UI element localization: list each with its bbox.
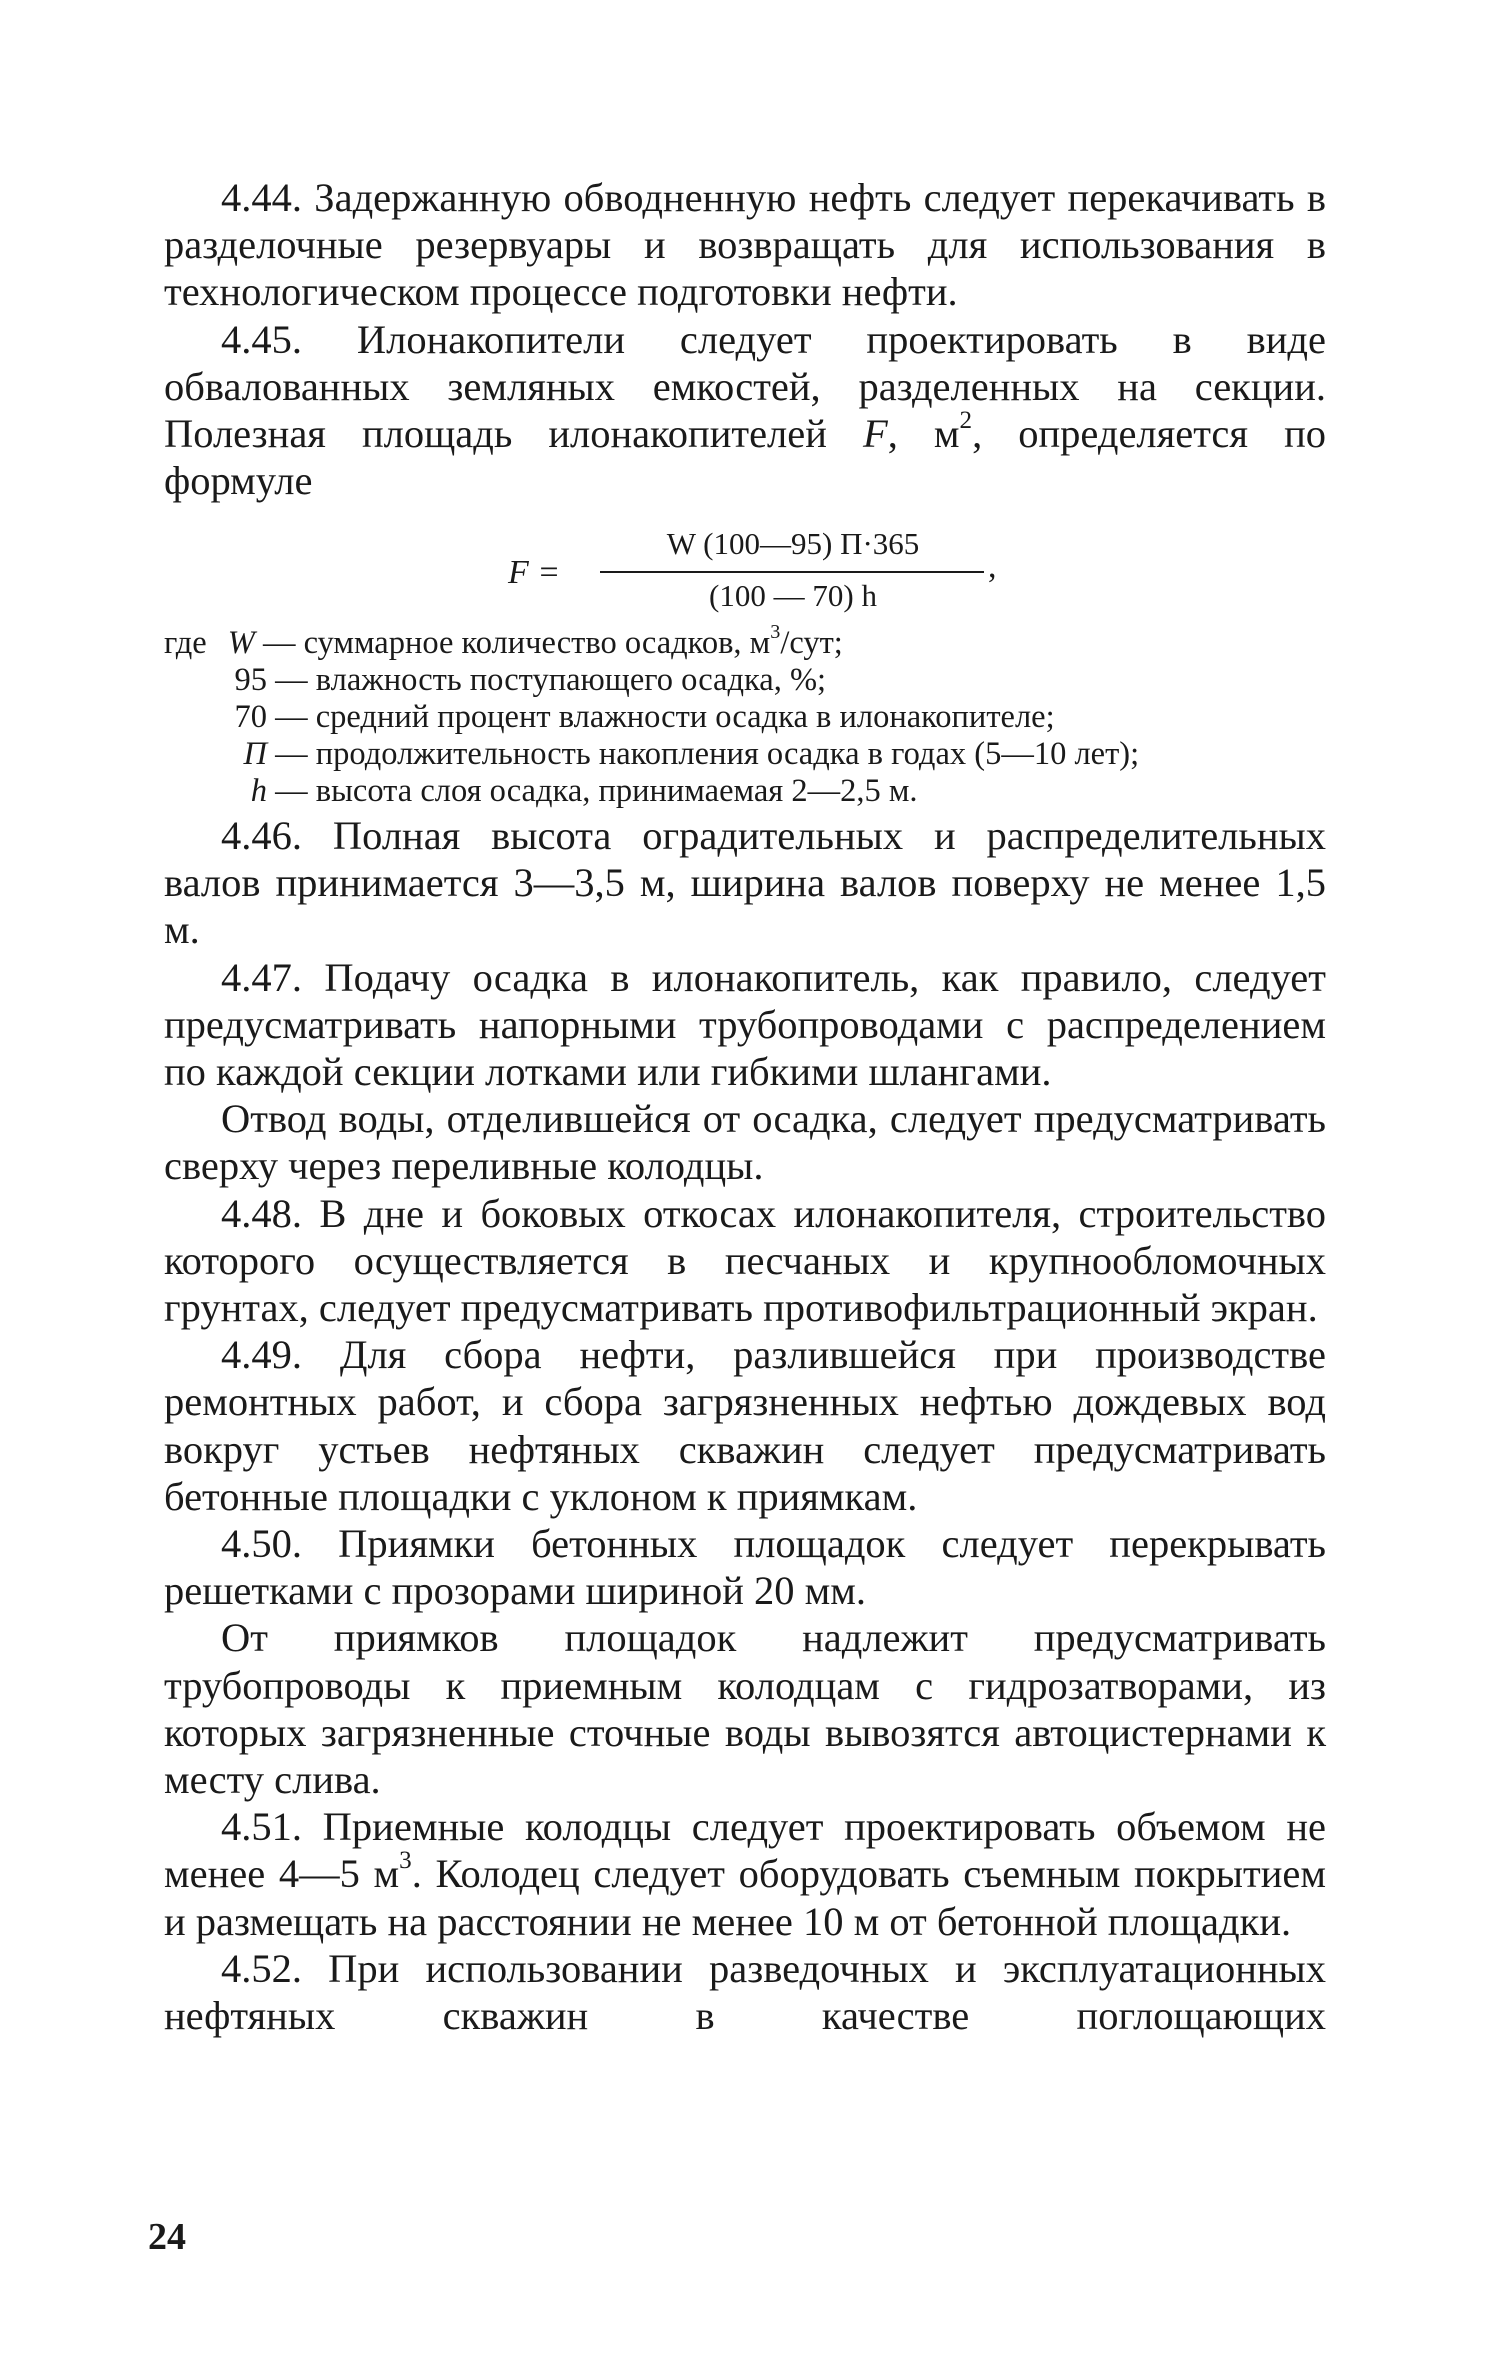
paragraph-4-49: 4.49. Для сбора нефти, разлившейся при производстве ремонтных работ, и сбора загрязненных нефтью дождевых вод вокруг устьев нефтяных скважин следует предусматривать бетонные площадки с уклоном к приямкам. xyxy=(164,1332,1326,1519)
paragraph-4-46: 4.46. Полная высота оградительных и распределительных валов принимается 3—3,5 м, ширина валов поверху не менее 1,5 м. xyxy=(164,813,1326,953)
definition-item xyxy=(164,699,1326,736)
definition-item xyxy=(164,662,1326,699)
def-key: W xyxy=(227,625,255,661)
paragraph-4-50-cont: От приямков площадок надлежит предусматривать трубопроводы к приемным колодцам с гидрозатворами, из которых загрязненные сточные воды вывозятся автоцистернами к месту слива. xyxy=(164,1615,1326,1803)
definitions-list xyxy=(164,620,1326,810)
p445-text: 4.45. Илонакопители следует проектировать в виде обвалованных земляных емкостей, разделенных на секции. Полезная площадь илонакопителей xyxy=(164,316,1326,457)
paragraph-4-45 xyxy=(164,316,1326,505)
p451-tail: . Колодец следует оборудовать съемным покрытием и размещать на расстоянии не менее 10 м от бетонной площадки. xyxy=(164,1851,1326,1944)
def-prefix: где xyxy=(164,625,215,661)
def-key: П xyxy=(243,736,267,772)
formula xyxy=(508,526,1008,622)
p445-unit-sup: 2 xyxy=(959,407,973,435)
paragraph-4-52: 4.52. При использовании разведочных и эксплуатационных нефтяных скважин в качестве поглощающих xyxy=(164,1945,1326,2039)
definition-item xyxy=(164,773,1326,810)
paragraph-4-50: 4.50. Приямки бетонных площадок следует перекрывать решетками с прозорами шириной 20 мм. xyxy=(164,1521,1326,1614)
paragraph-4-47-cont: Отвод воды, отделившейся от осадка, следует предусматривать сверху через переливные колодцы. xyxy=(164,1096,1326,1189)
definition-item xyxy=(164,736,1326,773)
p445-unit: , м xyxy=(887,411,960,457)
p451-sup: 3 xyxy=(399,1847,412,1875)
text-block-main xyxy=(164,812,1326,2039)
def-sup: 3 xyxy=(770,620,781,643)
fraction-bar xyxy=(600,571,984,573)
page-number: 24 xyxy=(148,2216,186,2258)
paragraph-4-51 xyxy=(164,1803,1326,1945)
paragraph-4-48: 4.48. В дне и боковых откосах илонакопителя, строительство которого осуществляется в песчаных и крупнообломочных грунтах, следует предусматривать противофильтрационный экран. xyxy=(164,1190,1326,1331)
formula-comma: , xyxy=(988,548,997,585)
formula-denominator: (100 — 70) h xyxy=(709,578,877,613)
p445-tail: , определяется по формуле xyxy=(164,411,1326,504)
def-text: — суммарное количество осадков, м xyxy=(254,625,771,661)
def-text: — продолжительность накопления осадка в годах (5—10 лет); xyxy=(267,736,1140,772)
def-key: 70 xyxy=(234,699,267,735)
p445-var: F xyxy=(862,411,888,457)
def-text: — средний процент влажности осадка в илонакопителе; xyxy=(267,699,1055,735)
paragraph-4-44: 4.44. Задержанную обводненную нефть следует перекачивать в разделочные резервуары и возвращать для использования в технологическом процессе подготовки нефти. xyxy=(164,175,1326,315)
def-key: h xyxy=(250,773,267,809)
def-key: 95 xyxy=(234,662,267,698)
text-block-top xyxy=(164,174,1326,504)
definition-item xyxy=(164,620,1326,662)
def-after: /сут; xyxy=(780,625,843,661)
formula-lhs: F = xyxy=(508,554,561,591)
formula-numerator: W (100—95) П·365 xyxy=(666,526,920,561)
paragraph-4-47: 4.47. Подачу осадка в илонакопитель, как правило, следует предусматривать напорными трубопроводами с распределением по каждой секции лотками или гибкими шлангами. xyxy=(164,954,1326,1095)
p451-text: 4.51. Приемные колодцы следует проектировать объемом не менее 4—5 м xyxy=(164,1804,1326,1897)
def-text: — высота слоя осадка, принимаемая 2—2,5 м. xyxy=(267,773,918,809)
def-text: — влажность поступающего осадка, %; xyxy=(267,662,827,698)
